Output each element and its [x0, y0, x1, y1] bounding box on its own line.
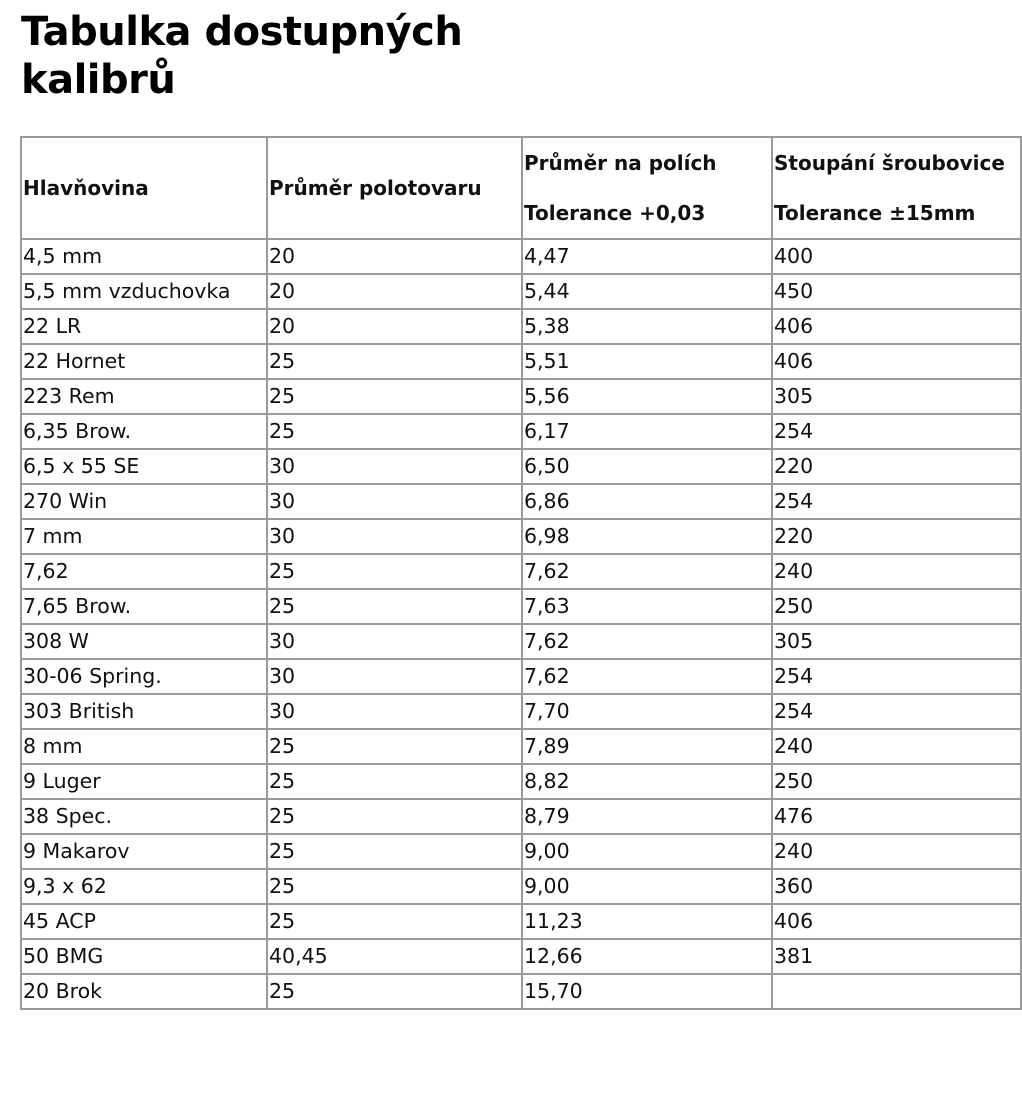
- cell-land-diameter: 8,79: [522, 799, 772, 834]
- cell-blank-diameter: 30: [267, 519, 522, 554]
- cell-barrel: 5,5 mm vzduchovka: [21, 274, 267, 309]
- caliber-table-container: [20, 136, 1005, 1010]
- cell-land-diameter: 7,62: [522, 659, 772, 694]
- cell-barrel: 9 Makarov: [21, 834, 267, 869]
- cell-blank-diameter: 25: [267, 869, 522, 904]
- cell-blank-diameter: 20: [267, 309, 522, 344]
- cell-blank-diameter: 25: [267, 589, 522, 624]
- cell-barrel: 6,35 Brow.: [21, 414, 267, 449]
- cell-barrel: 22 LR: [21, 309, 267, 344]
- cell-barrel: 7,62: [21, 554, 267, 589]
- cell-blank-diameter: 30: [267, 659, 522, 694]
- table-row: [21, 904, 1021, 939]
- cell-barrel: 8 mm: [21, 729, 267, 764]
- table-row: [21, 379, 1021, 414]
- table-row: [21, 519, 1021, 554]
- cell-land-diameter: 6,50: [522, 449, 772, 484]
- cell-twist-rate: 406: [772, 904, 1021, 939]
- cell-barrel: 9,3 x 62: [21, 869, 267, 904]
- table-body: [21, 239, 1021, 1009]
- cell-land-diameter: 7,89: [522, 729, 772, 764]
- header-twist-rate: [772, 137, 1021, 239]
- cell-blank-diameter: 30: [267, 484, 522, 519]
- table-row: [21, 414, 1021, 449]
- cell-blank-diameter: 30: [267, 694, 522, 729]
- table-row: [21, 239, 1021, 274]
- table-row: [21, 589, 1021, 624]
- cell-blank-diameter: 25: [267, 554, 522, 589]
- cell-twist-rate: 250: [772, 764, 1021, 799]
- cell-land-diameter: 12,66: [522, 939, 772, 974]
- cell-twist-rate: 360: [772, 869, 1021, 904]
- cell-land-diameter: 7,70: [522, 694, 772, 729]
- header-title: Stoupání šroubovice: [774, 151, 1005, 175]
- header-title: Průměr polotovaru: [269, 176, 482, 200]
- cell-twist-rate: 254: [772, 694, 1021, 729]
- table-header-row: [21, 137, 1021, 239]
- table-row: [21, 309, 1021, 344]
- cell-barrel: 7,65 Brow.: [21, 589, 267, 624]
- table-row: [21, 799, 1021, 834]
- cell-blank-diameter: 25: [267, 379, 522, 414]
- cell-twist-rate: 240: [772, 834, 1021, 869]
- cell-twist-rate: 305: [772, 624, 1021, 659]
- cell-twist-rate: 220: [772, 519, 1021, 554]
- cell-twist-rate: 254: [772, 414, 1021, 449]
- cell-barrel: 4,5 mm: [21, 239, 267, 274]
- table-row: [21, 939, 1021, 974]
- cell-blank-diameter: 25: [267, 904, 522, 939]
- cell-barrel: 45 ACP: [21, 904, 267, 939]
- header-tolerance: Tolerance +0,03: [524, 201, 706, 225]
- cell-twist-rate: 406: [772, 309, 1021, 344]
- cell-barrel: 50 BMG: [21, 939, 267, 974]
- cell-land-diameter: 9,00: [522, 869, 772, 904]
- cell-twist-rate: 406: [772, 344, 1021, 379]
- cell-twist-rate: 381: [772, 939, 1021, 974]
- header-title: Průměr na polích: [524, 151, 717, 175]
- cell-land-diameter: 7,63: [522, 589, 772, 624]
- cell-blank-diameter: 25: [267, 834, 522, 869]
- table-row: [21, 869, 1021, 904]
- cell-barrel: 303 British: [21, 694, 267, 729]
- table-row: [21, 834, 1021, 869]
- page-title: Tabulka dostupných kalibrů: [21, 9, 463, 103]
- caliber-table: [20, 136, 1022, 1010]
- table-row: [21, 974, 1021, 1009]
- cell-blank-diameter: 20: [267, 274, 522, 309]
- cell-land-diameter: 6,17: [522, 414, 772, 449]
- table-row: [21, 729, 1021, 764]
- header-barrel: [21, 137, 267, 239]
- cell-blank-diameter: 25: [267, 344, 522, 379]
- cell-barrel: 308 W: [21, 624, 267, 659]
- table-row: [21, 344, 1021, 379]
- header-title: Hlavňovina: [23, 176, 149, 200]
- cell-blank-diameter: 20: [267, 239, 522, 274]
- cell-barrel: 22 Hornet: [21, 344, 267, 379]
- cell-land-diameter: 5,56: [522, 379, 772, 414]
- cell-barrel: 38 Spec.: [21, 799, 267, 834]
- cell-land-diameter: 8,82: [522, 764, 772, 799]
- cell-blank-diameter: 25: [267, 729, 522, 764]
- cell-land-diameter: 7,62: [522, 624, 772, 659]
- cell-twist-rate: 220: [772, 449, 1021, 484]
- cell-barrel: 9 Luger: [21, 764, 267, 799]
- cell-land-diameter: 7,62: [522, 554, 772, 589]
- cell-twist-rate: 254: [772, 659, 1021, 694]
- cell-land-diameter: 5,38: [522, 309, 772, 344]
- cell-twist-rate: 450: [772, 274, 1021, 309]
- cell-twist-rate: 305: [772, 379, 1021, 414]
- cell-twist-rate: [772, 974, 1021, 1009]
- table-row: [21, 764, 1021, 799]
- cell-blank-diameter: 25: [267, 414, 522, 449]
- cell-land-diameter: 15,70: [522, 974, 772, 1009]
- table-row: [21, 659, 1021, 694]
- cell-barrel: 223 Rem: [21, 379, 267, 414]
- cell-land-diameter: 4,47: [522, 239, 772, 274]
- cell-blank-diameter: 30: [267, 624, 522, 659]
- cell-barrel: 30-06 Spring.: [21, 659, 267, 694]
- cell-blank-diameter: 30: [267, 449, 522, 484]
- header-land-diameter: [522, 137, 772, 239]
- cell-blank-diameter: 25: [267, 974, 522, 1009]
- table-row: [21, 274, 1021, 309]
- table-row: [21, 554, 1021, 589]
- cell-twist-rate: 240: [772, 554, 1021, 589]
- cell-barrel: 6,5 x 55 SE: [21, 449, 267, 484]
- table-row: [21, 484, 1021, 519]
- cell-land-diameter: 5,44: [522, 274, 772, 309]
- cell-barrel: 20 Brok: [21, 974, 267, 1009]
- cell-blank-diameter: 25: [267, 799, 522, 834]
- cell-land-diameter: 11,23: [522, 904, 772, 939]
- cell-land-diameter: 9,00: [522, 834, 772, 869]
- cell-land-diameter: 6,98: [522, 519, 772, 554]
- cell-twist-rate: 250: [772, 589, 1021, 624]
- cell-twist-rate: 254: [772, 484, 1021, 519]
- cell-blank-diameter: 40,45: [267, 939, 522, 974]
- table-row: [21, 694, 1021, 729]
- header-tolerance: Tolerance ±15mm: [774, 201, 976, 225]
- table-row: [21, 624, 1021, 659]
- cell-land-diameter: 5,51: [522, 344, 772, 379]
- table-row: [21, 449, 1021, 484]
- cell-barrel: 270 Win: [21, 484, 267, 519]
- cell-twist-rate: 476: [772, 799, 1021, 834]
- cell-twist-rate: 240: [772, 729, 1021, 764]
- header-blank-diameter: [267, 137, 522, 239]
- cell-barrel: 7 mm: [21, 519, 267, 554]
- cell-twist-rate: 400: [772, 239, 1021, 274]
- cell-blank-diameter: 25: [267, 764, 522, 799]
- cell-land-diameter: 6,86: [522, 484, 772, 519]
